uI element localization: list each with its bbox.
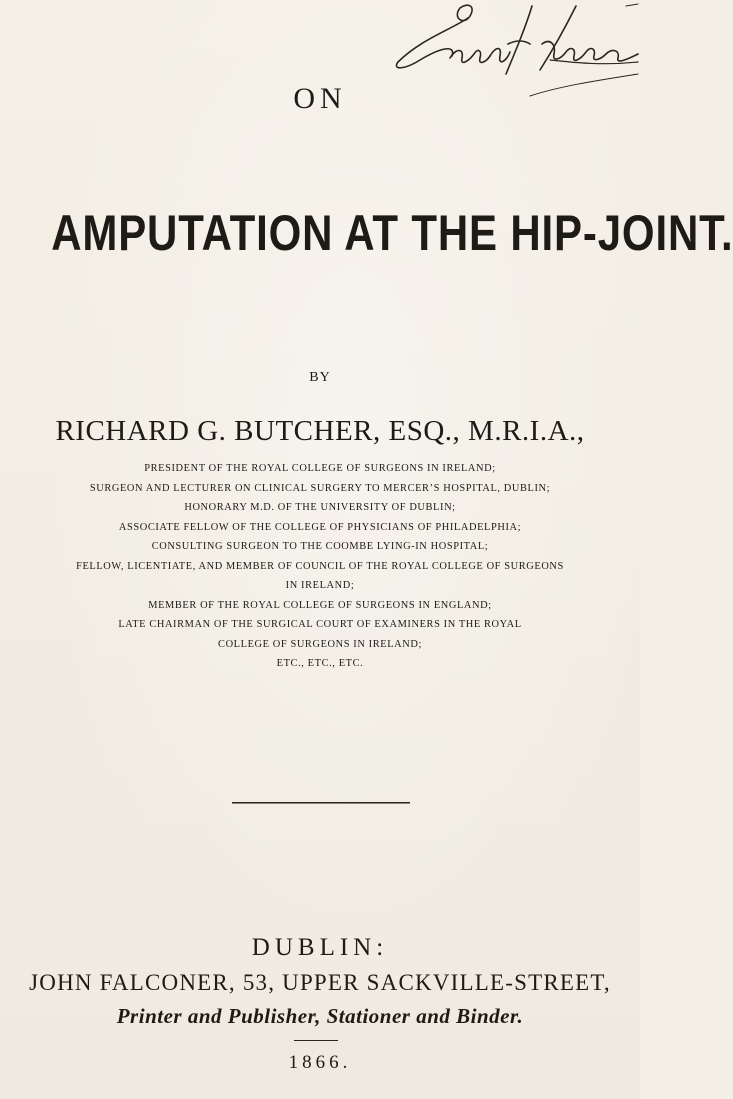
credential-line: IN IRELAND; [285,580,355,591]
credential-line: HONORARY M.D. OF THE UNIVERSITY OF DUBLIN; [184,502,456,513]
by-label: BY [309,370,331,385]
author-credentials [0,459,640,674]
imprint-publisher: JOHN FALCONER, 53, UPPER SACKVILLE-STREET, [29,970,611,995]
credential-line: ASSOCIATE FELLOW OF THE COLLEGE OF PHYSICIANS OF PHILADELPHIA; [118,521,522,533]
imprint-trade: Printer and Publisher, Stationer and Binder. [116,1004,524,1028]
short-divider-rule [294,1040,338,1041]
book-title: AMPUTATION AT THE HIP-JOINT. [51,205,733,261]
credential-line: ETC., ETC., ETC. [276,658,364,669]
credential-line: FELLOW, LICENTIATE, AND MEMBER OF COUNCIL OF THE ROYAL COLLEGE OF SURGEONS [76,560,564,572]
credential-line: SURGEON AND LECTURER ON CLINICAL SURGERY TO MERCER’S HOSPITAL, DUBLIN; [89,482,551,494]
divider-rule [232,802,410,804]
credential-line: MEMBER OF THE ROYAL COLLEGE OF SURGEONS IN ENGLAND; [148,599,492,611]
author-name: RICHARD G. BUTCHER, ESQ., M.R.I.A., [55,415,585,447]
imprint-city: DUBLIN: [251,934,389,961]
credential-line: LATE CHAIRMAN OF THE SURGICAL COURT OF EXAMINERS IN THE ROYAL [118,619,522,630]
imprint-year: 1866. [288,1052,352,1073]
credential-line: COLLEGE OF SURGEONS IN IRELAND; [218,638,422,650]
credential-line: PRESIDENT OF THE ROYAL COLLEGE OF SURGEONS IN IRELAND; [144,463,496,474]
credential-line: CONSULTING SURGEON TO THE COOMBE LYING-IN HOSPITAL; [151,541,489,552]
preposition-on: ON [293,82,347,115]
